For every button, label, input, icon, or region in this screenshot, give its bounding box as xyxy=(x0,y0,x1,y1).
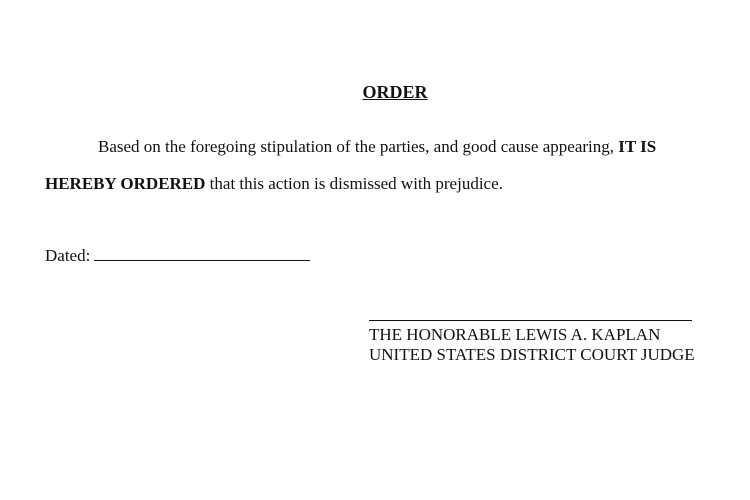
order-title: ORDER xyxy=(362,82,428,102)
judge-title: UNITED STATES DISTRICT COURT JUDGE xyxy=(369,345,695,364)
paragraph-bold-1: IT IS xyxy=(618,137,657,156)
paragraph-text-1: Based on the foregoing stipulation of the parties, and good cause appearing, xyxy=(98,137,619,156)
dated-blank-line xyxy=(94,245,310,261)
order-paragraph-line-2 xyxy=(45,174,705,194)
dated-field xyxy=(45,245,310,266)
paragraph-text-2: that this action is dismissed with prejudice. xyxy=(205,174,503,193)
judge-name: THE HONORABLE LEWIS A. KAPLAN xyxy=(369,325,661,344)
signature-line xyxy=(369,320,692,321)
paragraph-bold-2: HEREBY ORDERED xyxy=(45,174,206,193)
dated-label: Dated: xyxy=(45,246,91,265)
order-paragraph-line-1 xyxy=(45,137,705,157)
